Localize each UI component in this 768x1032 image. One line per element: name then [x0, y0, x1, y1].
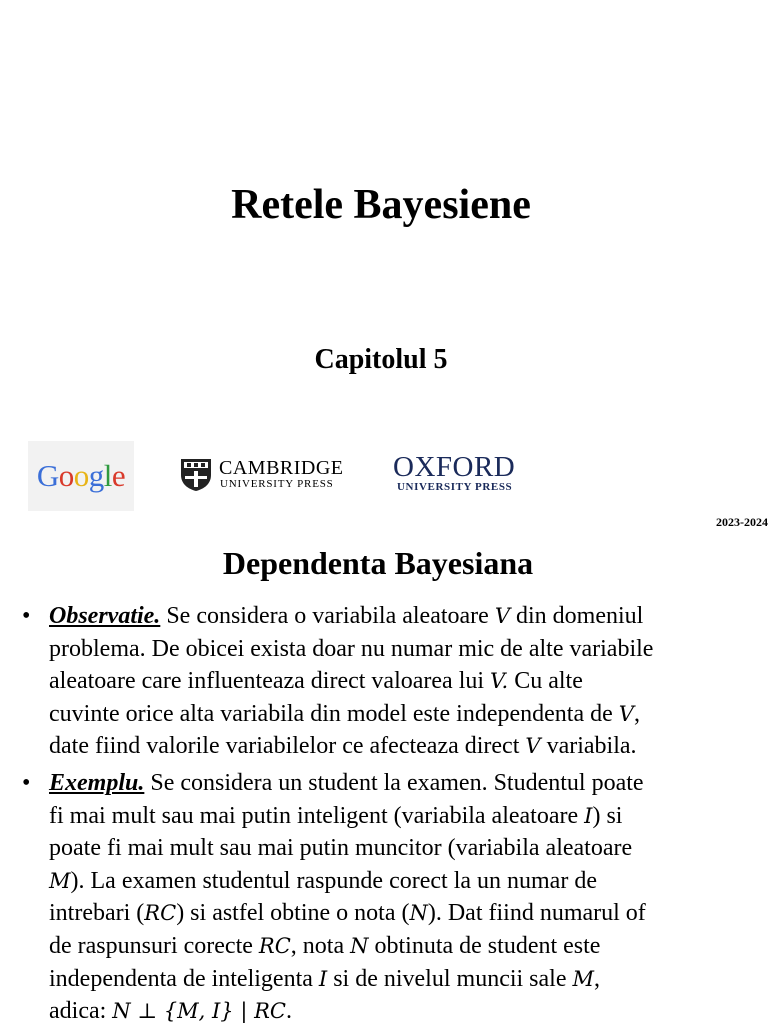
- academic-year: 2023-2024: [716, 515, 768, 529]
- bullet-text: Cu alte: [508, 668, 583, 695]
- bullet-text: si de nivelul muncii sale: [327, 965, 573, 992]
- bullet-line: [49, 665, 768, 698]
- bullet-text: de raspunsuri corecte: [49, 932, 259, 959]
- cambridge-subtitle: UNIVERSITY PRESS: [220, 478, 334, 490]
- bullet-line: [49, 800, 768, 833]
- bullet-text: din domeniul: [509, 603, 644, 629]
- bullet-line: [49, 767, 768, 800]
- bullet-text: .: [285, 998, 292, 1025]
- math-symbol: M: [572, 966, 595, 991]
- google-letter: g: [88, 458, 104, 493]
- bullet-text: ) si astfel obtine o nota (: [176, 900, 410, 927]
- math-symbol: RC: [144, 901, 177, 926]
- google-letter: o: [73, 458, 89, 493]
- google-letter: l: [103, 458, 112, 493]
- math-symbol: M: [49, 868, 71, 893]
- page-title: Retele Bayesiene: [231, 182, 531, 228]
- math-symbol: V: [494, 604, 510, 628]
- bullet-line: [49, 600, 768, 633]
- bullet-item: [0, 767, 768, 1028]
- bullet-text: ). La examen studentul raspunde corect la un numar de: [70, 867, 597, 894]
- bullet-text: independenta de inteligenta: [49, 965, 319, 992]
- bullet-line: [49, 995, 768, 1028]
- math-symbol: RC: [258, 933, 291, 958]
- oxford-logo: [393, 451, 528, 497]
- bullet-text: variabila.: [540, 733, 637, 760]
- bullet-dot: •: [22, 603, 31, 629]
- math-symbol: V.: [490, 669, 509, 694]
- bullet-line: [49, 897, 768, 930]
- google-logo-text: [37, 458, 125, 494]
- bullet-text: Se considera o variabila aleatoare: [160, 603, 495, 629]
- slide-title: Dependenta Bayesiana: [222, 545, 534, 581]
- bullet-line: [49, 865, 768, 898]
- math-symbol: I: [318, 966, 328, 991]
- oxford-name: OXFORD: [393, 451, 516, 483]
- bullet-text: cuvinte orice alta variabila din model este independenta de: [49, 700, 619, 727]
- chapter-subtitle: Capitolul 5: [314, 344, 448, 375]
- math-symbol: V: [618, 701, 634, 726]
- math-symbol: N: [350, 933, 369, 958]
- bullet-text: , nota: [290, 932, 351, 959]
- bullet-line: [49, 963, 768, 996]
- math-symbol: V: [525, 734, 541, 759]
- bullet-line: [49, 930, 768, 963]
- bullet-keyword: Exemplu.: [49, 769, 145, 796]
- bullet-dot: •: [22, 769, 31, 796]
- google-letter: G: [36, 458, 59, 493]
- bullet-text: obtinuta de student este: [368, 932, 601, 959]
- math-symbol: N: [409, 901, 428, 926]
- bullet-text: intrebari (: [49, 900, 145, 927]
- bullet-text: problema. De obicei exista doar nu numar mic de alte variabile: [49, 635, 654, 662]
- math-symbol: N ⊥ {M, I} | RC: [112, 999, 286, 1024]
- bullet-text: ,: [633, 700, 640, 727]
- cambridge-shield-icon: [180, 458, 212, 492]
- google-letter: e: [111, 458, 126, 493]
- bullet-text: aleatoare care influenteaza direct valoarea lui: [49, 668, 491, 695]
- bullet-text: ) si: [592, 802, 623, 829]
- bullet-line: [49, 698, 768, 731]
- bullet-text: poate fi mai mult sau mai putin muncitor (variabila aleatoare: [49, 835, 633, 862]
- google-letter: o: [58, 458, 74, 493]
- bullet-line: [49, 832, 768, 865]
- bullet-text: ,: [594, 965, 601, 992]
- bullet-list: [0, 600, 768, 1032]
- cambridge-name: CAMBRIDGE: [219, 457, 344, 479]
- cambridge-logo: [180, 456, 355, 496]
- bullet-text: date fiind valorile variabilelor ce afecteaza direct: [49, 733, 526, 760]
- bullet-text: Se considera un student la examen. Studentul poate: [144, 769, 644, 796]
- bullet-line: [49, 730, 768, 763]
- bullet-text: adica:: [49, 998, 113, 1025]
- bullet-keyword: Observatie.: [49, 603, 161, 629]
- bullet-text: ). Dat fiind numarul of: [427, 900, 646, 927]
- google-logo: [28, 441, 134, 511]
- oxford-subtitle: UNIVERSITY PRESS: [397, 481, 513, 493]
- bullet-item: [0, 600, 768, 763]
- math-symbol: I: [584, 803, 593, 828]
- bullet-line: [49, 633, 768, 666]
- bullet-text: fi mai mult sau mai putin inteligent (variabila aleatoare: [49, 802, 585, 829]
